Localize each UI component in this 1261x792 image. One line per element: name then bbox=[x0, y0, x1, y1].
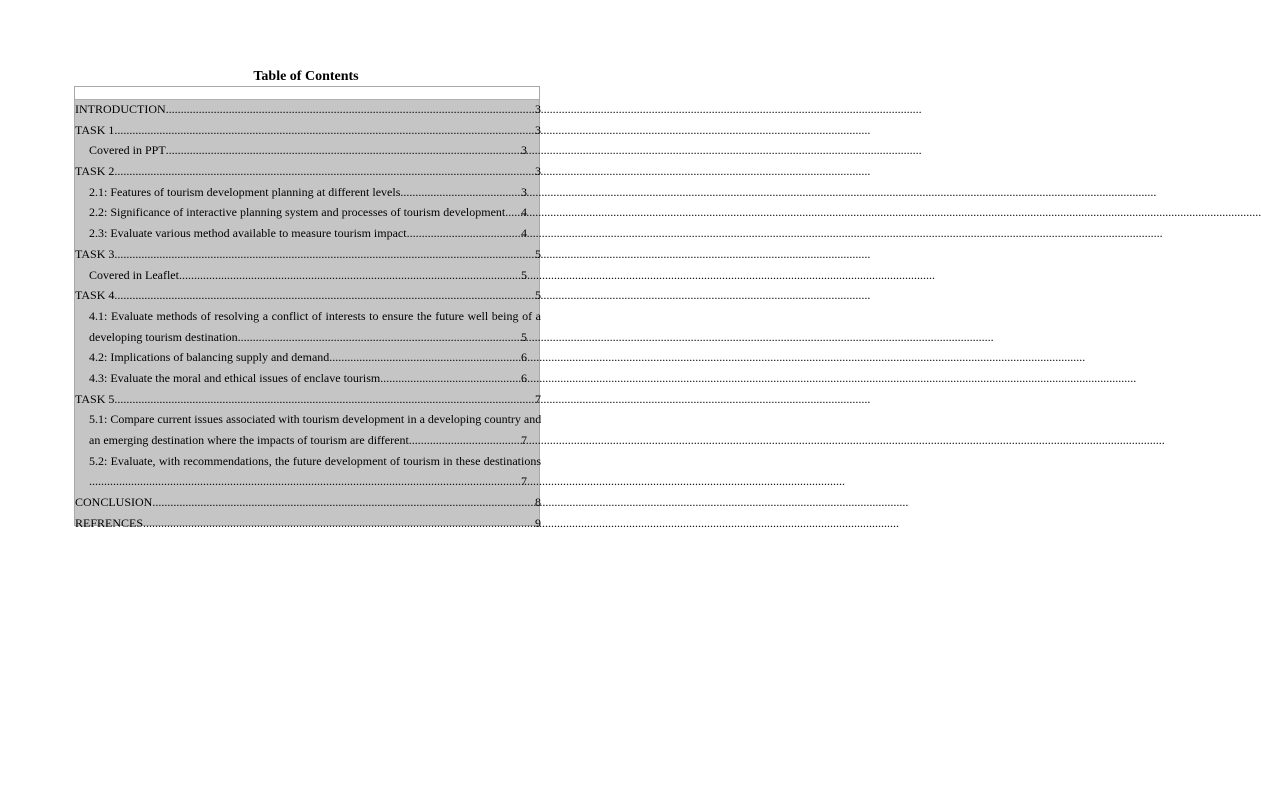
toc-page-number: 5 bbox=[521, 267, 527, 282]
toc-page-number: 6 bbox=[521, 350, 527, 365]
toc-title: Table of Contents bbox=[253, 69, 359, 84]
toc-entry-label: TASK 1 bbox=[75, 122, 115, 137]
toc-entry-task-4[interactable] bbox=[75, 285, 541, 306]
dot-leader bbox=[179, 265, 521, 286]
dot-leader bbox=[409, 430, 521, 451]
toc-page-number: 5 bbox=[521, 329, 527, 344]
toc-entry-introduction[interactable] bbox=[75, 99, 541, 120]
toc-entry-label: 4.3: Evaluate the moral and ethical issues of enclave tourism bbox=[89, 370, 381, 385]
toc-entry-label: CONCLUSION bbox=[75, 495, 153, 510]
toc-entry-2-3[interactable] bbox=[75, 223, 541, 244]
toc-entry-label: TASK 2 bbox=[75, 164, 115, 179]
toc-entry-label: TASK 4 bbox=[75, 288, 115, 303]
toc-entry-label: 2.2: Significance of interactive planning system and processes of tourism development bbox=[89, 205, 506, 220]
dot-leader bbox=[143, 513, 535, 534]
toc-page-number: 3 bbox=[535, 122, 541, 137]
toc-entry-4-3[interactable] bbox=[75, 368, 541, 389]
dot-leader bbox=[329, 347, 521, 368]
dot-leader bbox=[89, 471, 521, 492]
dot-leader bbox=[114, 389, 535, 410]
toc-page-number: 7 bbox=[521, 474, 527, 489]
toc-page-number: 7 bbox=[535, 391, 541, 406]
toc-field[interactable] bbox=[74, 86, 542, 530]
toc-entry-label: TASK 3 bbox=[75, 246, 115, 261]
toc-entry-label-line1: 5.2: Evaluate, with recommendations, the future development of tourism in these destinations bbox=[89, 453, 541, 468]
toc-entry-task-3[interactable] bbox=[75, 244, 541, 265]
toc-entry-label: INTRODUCTION bbox=[75, 102, 166, 116]
dot-leader bbox=[238, 327, 521, 348]
dot-leader bbox=[166, 99, 535, 120]
toc-entry-4-1[interactable] bbox=[75, 306, 541, 347]
toc-page-number: 3 bbox=[521, 184, 527, 199]
toc-entry-2-1[interactable] bbox=[75, 182, 541, 203]
toc-entry-5-1[interactable] bbox=[75, 409, 541, 450]
toc-entry-label-line2: an emerging destination where the impacts of tourism are different bbox=[89, 433, 409, 447]
dot-leader bbox=[152, 492, 535, 513]
toc-entry-task-5[interactable] bbox=[75, 389, 541, 410]
toc-entry-covered-in-leaflet[interactable] bbox=[75, 265, 541, 286]
toc-entry-label-line1: 5.1: Compare current issues associated with tourism development in a developing country and bbox=[89, 412, 542, 427]
toc-entry-conclusion[interactable] bbox=[75, 492, 541, 513]
toc-entry-refrences[interactable] bbox=[75, 513, 541, 534]
dot-leader bbox=[380, 368, 521, 389]
toc-page-number: 4 bbox=[521, 205, 527, 220]
toc-entry-label-line2: developing tourism destination bbox=[89, 329, 238, 344]
toc-entry-label: TASK 5 bbox=[75, 391, 115, 406]
toc-entry-label: 4.2: Implications of balancing supply and demand bbox=[89, 350, 330, 365]
dot-leader bbox=[407, 223, 521, 244]
dot-leader bbox=[114, 161, 535, 182]
toc-page-number: 7 bbox=[521, 433, 527, 447]
toc-page-number: 5 bbox=[535, 246, 541, 261]
dot-leader bbox=[400, 182, 521, 203]
dot-leader bbox=[166, 140, 521, 161]
toc-page-number: 6 bbox=[521, 370, 527, 385]
toc-entry-label-line1: 4.1: Evaluate methods of resolving a conflict of interests to ensure the future well being of a bbox=[89, 308, 541, 323]
toc-entry-task-1[interactable] bbox=[75, 120, 541, 141]
toc-page-number: 9 bbox=[535, 515, 541, 530]
toc-page-number: 5 bbox=[535, 288, 541, 303]
toc-page-number: 3 bbox=[535, 164, 541, 179]
toc-page-number: 3 bbox=[521, 143, 527, 158]
toc-list bbox=[75, 99, 541, 533]
toc-entry-task-2[interactable] bbox=[75, 161, 541, 182]
toc-entry-5-2[interactable] bbox=[75, 451, 541, 492]
toc-entry-covered-in-ppt[interactable] bbox=[75, 140, 541, 161]
toc-page-number: 4 bbox=[521, 226, 527, 241]
toc-entry-4-2[interactable] bbox=[75, 347, 541, 368]
toc-entry-label: 2.3: Evaluate various method available to measure tourism impact bbox=[89, 226, 407, 241]
dot-leader bbox=[114, 285, 535, 306]
toc-entry-label: REFRENCES bbox=[75, 515, 144, 530]
dot-leader bbox=[114, 120, 535, 141]
toc-page-number: 3 bbox=[535, 102, 541, 116]
dot-leader bbox=[505, 202, 521, 223]
toc-entry-label: 2.1: Features of tourism development planning at different levels bbox=[89, 184, 401, 199]
toc-page-number: 8 bbox=[535, 495, 541, 510]
dot-leader bbox=[114, 244, 535, 265]
toc-entry-label: Covered in Leaflet bbox=[89, 267, 179, 282]
toc-entry-2-2[interactable] bbox=[75, 202, 541, 223]
toc-entry-label: Covered in PPT bbox=[89, 143, 166, 158]
